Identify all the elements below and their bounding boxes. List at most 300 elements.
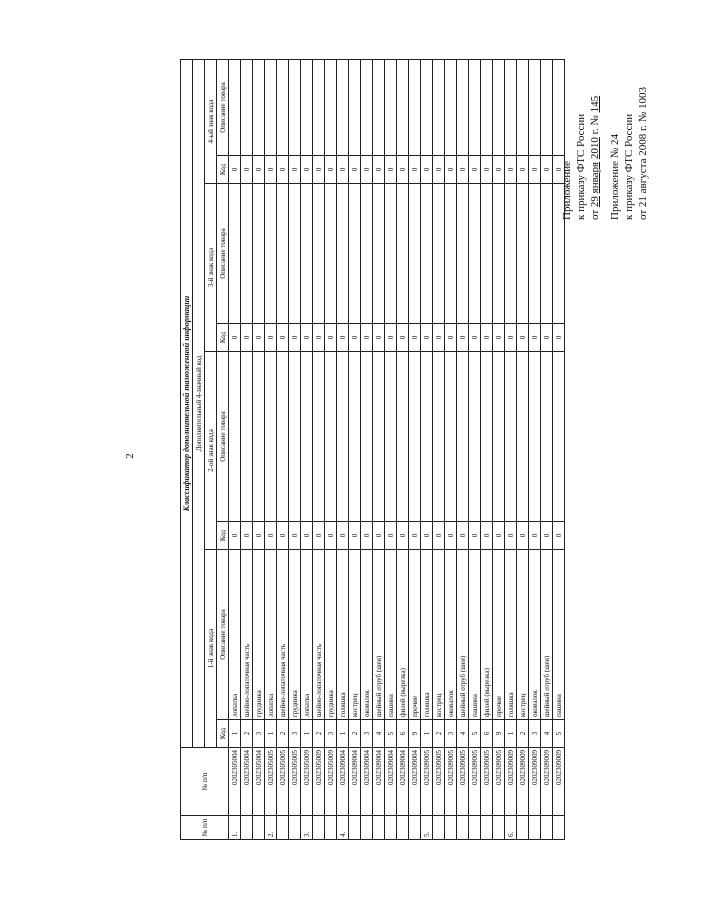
tnved-code-cell: 0202309005 xyxy=(493,748,505,816)
sign4-code-cell: 0 xyxy=(385,156,397,184)
sign4-code-cell: 0 xyxy=(481,156,493,184)
row-number-cell xyxy=(529,816,541,840)
row-number-cell xyxy=(481,816,493,840)
row-number-cell xyxy=(241,816,253,840)
sign2-desc-cell xyxy=(493,352,505,522)
sign3-desc-cell xyxy=(229,184,241,324)
table-row xyxy=(373,59,385,839)
sign3-desc-cell xyxy=(457,184,469,324)
sign2-code-cell: 0 xyxy=(493,522,505,550)
sign2-desc-cell xyxy=(265,352,277,522)
sign2-desc-cell xyxy=(289,352,301,522)
tnved-code-cell: 0202309009 xyxy=(541,748,553,816)
sign2-code-cell: 0 xyxy=(337,522,349,550)
sign4-code-cell: 0 xyxy=(421,156,433,184)
sign1-code-cell: 2 xyxy=(433,720,445,748)
sign4-code-cell: 0 xyxy=(241,156,253,184)
sign2-desc-cell xyxy=(481,352,493,522)
sign3-code-cell: 0 xyxy=(457,324,469,352)
sign1-desc-cell: голяшка xyxy=(337,550,349,720)
sign4-code-cell: 0 xyxy=(397,156,409,184)
sign1-code-cell: 4 xyxy=(373,720,385,748)
sign4-desc-cell xyxy=(553,59,565,155)
sign2-desc-cell xyxy=(421,352,433,522)
sign4-code-cell: 0 xyxy=(541,156,553,184)
sign1-desc-cell: шейно-лопаточная часть xyxy=(241,550,253,720)
tnved-code-cell: 0202309005 xyxy=(445,748,457,816)
sign2-code-cell: 0 xyxy=(397,522,409,550)
table-row xyxy=(325,59,337,839)
sign3-header: 3-й знак кода xyxy=(205,184,217,352)
header-text: от xyxy=(589,209,601,220)
sign4-code-cell: 0 xyxy=(469,156,481,184)
sign3-code-cell: 0 xyxy=(409,324,421,352)
sign4-header: 4-ый знак кода xyxy=(205,59,217,183)
sign3-code-cell: 0 xyxy=(469,324,481,352)
tnved-code-cell: 0202309004 xyxy=(361,748,373,816)
row-number-cell: 2. xyxy=(265,816,277,840)
sign2-desc-cell xyxy=(301,352,313,522)
sign4-code-cell: 0 xyxy=(505,156,517,184)
code-header: Код xyxy=(217,720,229,748)
sign1-desc-cell: оковалок xyxy=(361,550,373,720)
sign3-code-cell: 0 xyxy=(517,324,529,352)
sign3-desc-cell xyxy=(421,184,433,324)
sign1-desc-cell: прочие xyxy=(493,550,505,720)
row-number-cell xyxy=(289,816,301,840)
sign3-desc-cell xyxy=(265,184,277,324)
sign4-code-cell: 0 xyxy=(337,156,349,184)
sign2-code-cell: 0 xyxy=(445,522,457,550)
sign4-code-cell: 0 xyxy=(553,156,565,184)
sign3-desc-cell xyxy=(349,184,361,324)
sign2-desc-cell xyxy=(505,352,517,522)
tnved-code-cell: 0202309009 xyxy=(517,748,529,816)
order-day: 29 xyxy=(589,196,601,208)
sign2-code-cell: 0 xyxy=(373,522,385,550)
sign4-code-cell: 0 xyxy=(409,156,421,184)
row-number-cell xyxy=(277,816,289,840)
header-line: от 21 августа 2008 г. № 1003 xyxy=(637,87,649,220)
sign3-code-cell: 0 xyxy=(277,324,289,352)
sign3-code-cell: 0 xyxy=(313,324,325,352)
sign4-desc-cell xyxy=(385,59,397,155)
sign3-desc-cell xyxy=(289,184,301,324)
sign2-code-cell: 0 xyxy=(313,522,325,550)
sign2-desc-cell xyxy=(445,352,457,522)
sign1-code-cell: 5 xyxy=(385,720,397,748)
sign1-desc-cell: пашина xyxy=(469,550,481,720)
sign4-desc-cell xyxy=(313,59,325,155)
table-row xyxy=(517,59,529,839)
sign3-desc-cell xyxy=(529,184,541,324)
sign1-desc-cell: оковалок xyxy=(529,550,541,720)
sign4-desc-cell xyxy=(457,59,469,155)
group-header: Дополнительный 4-значный код xyxy=(193,59,205,747)
sign4-code-cell: 0 xyxy=(301,156,313,184)
table-row xyxy=(541,59,553,839)
sign2-desc-cell xyxy=(409,352,421,522)
sign1-code-cell: 5 xyxy=(553,720,565,748)
header-line: к приказу ФТС России xyxy=(575,113,587,220)
row-number-cell xyxy=(553,816,565,840)
code-header: Код xyxy=(217,522,229,550)
sign3-desc-cell xyxy=(445,184,457,324)
sign4-code-cell: 0 xyxy=(265,156,277,184)
sign4-desc-cell xyxy=(529,59,541,155)
sign2-desc-cell xyxy=(517,352,529,522)
sign2-code-cell: 0 xyxy=(541,522,553,550)
sign4-desc-cell xyxy=(349,59,361,155)
sign1-desc-cell: прочие xyxy=(409,550,421,720)
sign2-code-cell: 0 xyxy=(505,522,517,550)
sign3-code-cell: 0 xyxy=(361,324,373,352)
table-row xyxy=(505,59,517,839)
tnved-code-cell: 0202309009 xyxy=(553,748,565,816)
sign2-desc-cell xyxy=(385,352,397,522)
sign1-code-cell: 2 xyxy=(349,720,361,748)
sign3-code-cell: 0 xyxy=(373,324,385,352)
tnved-code-cell: 0202305009 xyxy=(325,748,337,816)
sign3-code-cell: 0 xyxy=(553,324,565,352)
sign1-desc-cell: грудинка xyxy=(325,550,337,720)
sign2-code-cell: 0 xyxy=(349,522,361,550)
page-number: 2 xyxy=(124,453,136,459)
tnved-code-cell: 0202309005 xyxy=(433,748,445,816)
sign4-code-cell: 0 xyxy=(445,156,457,184)
tnved-code-cell: 0202309005 xyxy=(457,748,469,816)
sign4-code-cell: 0 xyxy=(253,156,265,184)
sign2-code-cell: 0 xyxy=(421,522,433,550)
tnved-code-cell: 0202305005 xyxy=(265,748,277,816)
sign4-desc-cell xyxy=(361,59,373,155)
sign3-code-cell: 0 xyxy=(253,324,265,352)
sign1-desc-cell: лопатка xyxy=(229,550,241,720)
sign2-code-cell: 0 xyxy=(457,522,469,550)
sign3-desc-cell xyxy=(325,184,337,324)
row-number-cell: 6. xyxy=(505,816,517,840)
sign1-code-cell: 3 xyxy=(289,720,301,748)
sign2-desc-cell xyxy=(361,352,373,522)
sign4-desc-cell xyxy=(517,59,529,155)
sign3-code-cell: 0 xyxy=(421,324,433,352)
row-number-cell: 1. xyxy=(229,816,241,840)
tnved-code-cell: 0202305005 xyxy=(277,748,289,816)
row-number-cell xyxy=(493,816,505,840)
sign2-header: 2-ой знак кода xyxy=(205,352,217,550)
sign3-desc-cell xyxy=(469,184,481,324)
sign2-code-cell: 0 xyxy=(229,522,241,550)
sign1-code-cell: 1 xyxy=(505,720,517,748)
tnved-code-cell: 0202309004 xyxy=(373,748,385,816)
sign3-code-cell: 0 xyxy=(445,324,457,352)
table-row xyxy=(397,59,409,839)
sign3-desc-cell xyxy=(301,184,313,324)
sign1-code-cell: 6 xyxy=(397,720,409,748)
row-number-cell xyxy=(457,816,469,840)
table-row xyxy=(457,59,469,839)
sign3-code-cell: 0 xyxy=(325,324,337,352)
table-body xyxy=(229,59,565,839)
sign4-desc-cell xyxy=(421,59,433,155)
row-number-cell xyxy=(445,816,457,840)
sign2-desc-cell xyxy=(541,352,553,522)
sign2-desc-cell xyxy=(469,352,481,522)
row-number-cell xyxy=(349,816,361,840)
row-number-cell xyxy=(313,816,325,840)
sign1-code-cell: 2 xyxy=(277,720,289,748)
tnved-code-cell: 0202309004 xyxy=(337,748,349,816)
sign3-desc-cell xyxy=(277,184,289,324)
sign3-code-cell: 0 xyxy=(493,324,505,352)
sign3-desc-cell xyxy=(397,184,409,324)
table-row xyxy=(445,59,457,839)
row-number-cell xyxy=(517,816,529,840)
sign2-code-cell: 0 xyxy=(253,522,265,550)
sign4-code-cell: 0 xyxy=(289,156,301,184)
sign4-desc-cell xyxy=(481,59,493,155)
row-number-cell xyxy=(433,816,445,840)
sign1-desc-cell: лопатка xyxy=(301,550,313,720)
sign1-code-cell: 5 xyxy=(469,720,481,748)
sign3-desc-cell xyxy=(361,184,373,324)
header-text: № xyxy=(589,115,601,126)
desc-header: Описание товара xyxy=(217,184,229,324)
sign1-code-cell: 1 xyxy=(337,720,349,748)
sign2-code-cell: 0 xyxy=(289,522,301,550)
table-row xyxy=(409,59,421,839)
sign3-desc-cell xyxy=(241,184,253,324)
sign4-code-cell: 0 xyxy=(529,156,541,184)
table-row xyxy=(481,59,493,839)
tnved-code-cell: 0202309009 xyxy=(529,748,541,816)
header-line: Приложение № 24 xyxy=(609,133,621,220)
sign1-desc-cell: пашина xyxy=(553,550,565,720)
sign2-code-cell: 0 xyxy=(301,522,313,550)
sign2-code-cell: 0 xyxy=(241,522,253,550)
header-line: к приказу ФТС России xyxy=(623,113,635,220)
sign2-desc-cell xyxy=(457,352,469,522)
sign3-code-cell: 0 xyxy=(241,324,253,352)
sign2-code-cell: 0 xyxy=(277,522,289,550)
sign1-code-cell: 9 xyxy=(409,720,421,748)
row-number-cell: 3. xyxy=(301,816,313,840)
sign3-code-cell: 0 xyxy=(301,324,313,352)
sign1-desc-cell: кострец xyxy=(517,550,529,720)
order-number: 145 xyxy=(589,95,601,113)
sign2-desc-cell xyxy=(241,352,253,522)
sign4-code-cell: 0 xyxy=(373,156,385,184)
tnved-code-cell: 0202305005 xyxy=(289,748,301,816)
sign3-desc-cell xyxy=(385,184,397,324)
sign3-code-cell: 0 xyxy=(337,324,349,352)
row-number-cell xyxy=(361,816,373,840)
table-row xyxy=(301,59,313,839)
sign3-code-cell: 0 xyxy=(541,324,553,352)
sign4-desc-cell xyxy=(541,59,553,155)
row-number-cell xyxy=(325,816,337,840)
header-line: Приложение xyxy=(561,160,573,220)
table-row xyxy=(349,59,361,839)
sign4-code-cell: 0 xyxy=(325,156,337,184)
sign1-code-cell: 1 xyxy=(421,720,433,748)
col-header-tnved: № п/п xyxy=(181,748,229,816)
sign4-desc-cell xyxy=(253,59,265,155)
sign1-code-cell: 3 xyxy=(445,720,457,748)
table-row xyxy=(241,59,253,839)
code-header: Код xyxy=(217,324,229,352)
sign1-desc-cell: шейно-лопаточная часть xyxy=(277,550,289,720)
table-row xyxy=(529,59,541,839)
sign1-code-cell: 1 xyxy=(301,720,313,748)
sign2-code-cell: 0 xyxy=(325,522,337,550)
sign2-desc-cell xyxy=(433,352,445,522)
sign1-code-cell: 4 xyxy=(457,720,469,748)
sign4-desc-cell xyxy=(433,59,445,155)
table-row xyxy=(421,59,433,839)
row-number-cell xyxy=(541,816,553,840)
row-number-cell: 5. xyxy=(421,816,433,840)
sign1-desc-cell: кострец xyxy=(349,550,361,720)
row-number-cell xyxy=(373,816,385,840)
sign1-code-cell: 3 xyxy=(529,720,541,748)
sign2-desc-cell xyxy=(229,352,241,522)
sign1-desc-cell: голяшка xyxy=(505,550,517,720)
sign3-code-cell: 0 xyxy=(289,324,301,352)
table-row xyxy=(277,59,289,839)
sign3-code-cell: 0 xyxy=(505,324,517,352)
sign4-code-cell: 0 xyxy=(433,156,445,184)
sign4-code-cell: 0 xyxy=(361,156,373,184)
sign4-desc-cell xyxy=(265,59,277,155)
tnved-code-cell: 0202309004 xyxy=(349,748,361,816)
sign4-code-cell: 0 xyxy=(493,156,505,184)
tnved-code-cell: 0202309005 xyxy=(469,748,481,816)
sign3-desc-cell xyxy=(541,184,553,324)
order-month: января xyxy=(589,161,601,194)
sign1-desc-cell: лопатка xyxy=(265,550,277,720)
tnved-code-cell: 0202305009 xyxy=(313,748,325,816)
table-row xyxy=(361,59,373,839)
sign2-desc-cell xyxy=(349,352,361,522)
sign2-desc-cell xyxy=(373,352,385,522)
sign3-desc-cell xyxy=(493,184,505,324)
sign1-desc-cell: грудинка xyxy=(253,550,265,720)
tnved-code-cell: 0202305004 xyxy=(229,748,241,816)
sign2-desc-cell xyxy=(553,352,565,522)
table-row xyxy=(313,59,325,839)
sign3-desc-cell xyxy=(337,184,349,324)
sign4-desc-cell xyxy=(397,59,409,155)
sign2-desc-cell xyxy=(529,352,541,522)
sign2-desc-cell xyxy=(253,352,265,522)
sign2-code-cell: 0 xyxy=(481,522,493,550)
row-number-cell xyxy=(385,816,397,840)
tnved-code-cell: 0202309004 xyxy=(385,748,397,816)
desc-header: Описание товара xyxy=(217,550,229,720)
sign1-code-cell: 3 xyxy=(325,720,337,748)
sign4-desc-cell xyxy=(301,59,313,155)
sign2-code-cell: 0 xyxy=(361,522,373,550)
table-row xyxy=(337,59,349,839)
sign2-code-cell: 0 xyxy=(469,522,481,550)
sign1-code-cell: 1 xyxy=(265,720,277,748)
sign4-code-cell: 0 xyxy=(457,156,469,184)
sign4-code-cell: 0 xyxy=(349,156,361,184)
sign3-desc-cell xyxy=(373,184,385,324)
tnved-code-cell: 0202309005 xyxy=(481,748,493,816)
sign4-desc-cell xyxy=(493,59,505,155)
sign4-desc-cell xyxy=(337,59,349,155)
sign4-desc-cell xyxy=(469,59,481,155)
sign1-desc-cell: кострец xyxy=(433,550,445,720)
sign1-header: 1-й знак кода xyxy=(205,550,217,748)
sign3-desc-cell xyxy=(409,184,421,324)
table-row xyxy=(253,59,265,839)
sign2-desc-cell xyxy=(337,352,349,522)
col-header-no: № п/п xyxy=(181,816,229,840)
sign1-desc-cell: шейный отруб (шея) xyxy=(457,550,469,720)
sign4-desc-cell xyxy=(373,59,385,155)
sign1-desc-cell: оковалок xyxy=(445,550,457,720)
sign1-code-cell: 2 xyxy=(313,720,325,748)
sign2-code-cell: 0 xyxy=(265,522,277,550)
tnved-code-cell: 0202309005 xyxy=(421,748,433,816)
sign1-code-cell: 4 xyxy=(541,720,553,748)
sign4-desc-cell xyxy=(289,59,301,155)
row-number-cell xyxy=(409,816,421,840)
table-row xyxy=(469,59,481,839)
sign1-desc-cell: шейный отруб (шея) xyxy=(373,550,385,720)
sign2-code-cell: 0 xyxy=(385,522,397,550)
table-caption: Классификатор дополнительной таможенной информации xyxy=(181,59,193,747)
code-header: Код xyxy=(217,156,229,184)
sign2-code-cell: 0 xyxy=(409,522,421,550)
sign2-code-cell: 0 xyxy=(517,522,529,550)
sign3-code-cell: 0 xyxy=(229,324,241,352)
table-row xyxy=(493,59,505,839)
sign2-desc-cell xyxy=(277,352,289,522)
sign1-code-cell: 1 xyxy=(229,720,241,748)
sign2-code-cell: 0 xyxy=(433,522,445,550)
table-row xyxy=(385,59,397,839)
sign4-code-cell: 0 xyxy=(517,156,529,184)
order-year: 2010 xyxy=(589,137,601,160)
sign4-desc-cell xyxy=(229,59,241,155)
sign3-desc-cell xyxy=(313,184,325,324)
sign1-code-cell: 3 xyxy=(253,720,265,748)
sign4-desc-cell xyxy=(505,59,517,155)
sign3-desc-cell xyxy=(553,184,565,324)
sign2-desc-cell xyxy=(313,352,325,522)
sign1-code-cell: 6 xyxy=(481,720,493,748)
table-row xyxy=(433,59,445,839)
sign4-code-cell: 0 xyxy=(313,156,325,184)
sign3-code-cell: 0 xyxy=(433,324,445,352)
sign4-code-cell: 0 xyxy=(277,156,289,184)
tnved-code-cell: 0202305009 xyxy=(301,748,313,816)
table-row xyxy=(289,59,301,839)
sign2-code-cell: 0 xyxy=(529,522,541,550)
sign4-desc-cell xyxy=(241,59,253,155)
sign4-desc-cell xyxy=(325,59,337,155)
sign3-desc-cell xyxy=(481,184,493,324)
sign2-desc-cell xyxy=(397,352,409,522)
table-row xyxy=(553,59,565,839)
tnved-code-cell: 0202309004 xyxy=(397,748,409,816)
table-row xyxy=(229,59,241,839)
sign2-desc-cell xyxy=(325,352,337,522)
